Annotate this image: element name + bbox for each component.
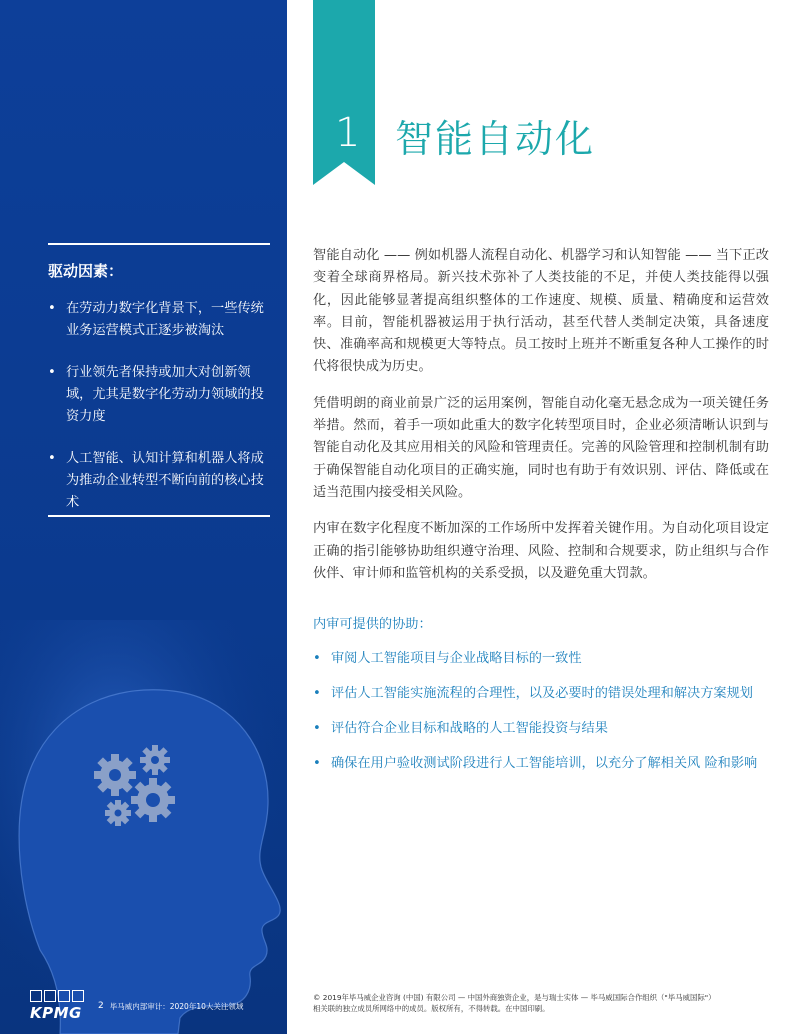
support-list (313, 648, 769, 775)
sidebar-panel (0, 0, 287, 1034)
head-with-gears-icon (0, 620, 287, 1034)
footer-left (30, 990, 243, 1022)
sidebar-heading: 驱动因素： (48, 262, 124, 280)
sidebar-list-item: • 行业领先者保持或加大对创新领域，尤其是数字化劳动力领域的投资力度 (48, 362, 273, 428)
sidebar-list (48, 298, 273, 534)
document-title: 毕马威内部审计：2020年10大关注领域 (109, 1001, 244, 1011)
support-list-item: • 评估人工智能实施流程的合理性，以及必要时的错误处理和解决方案规划 (313, 683, 769, 705)
body-paragraph: 凭借明朗的商业前景广泛的运用案例，智能自动化毫无悬念成为一项关键任务举措。然而，着手一项如此重大的数字化转型项目时，企业必须清晰认识到与智能自动化及其应用相关的风险和管理责任。完善的风险管理和控制机制有助于确保智能自动化项目的正确实施，同时也有助于有效识别、评估、降低或在适当范围内接受相关风险。 (313, 395, 769, 500)
chapter-bookmark (313, 0, 375, 185)
support-list-item: • 评估符合企业目标和战略的人工智能投资与结果 (313, 718, 769, 740)
kpmg-logo (30, 990, 84, 1022)
chapter-number: 1 (335, 110, 361, 156)
sidebar-top-divider (48, 243, 270, 245)
bullet-icon: • (48, 301, 56, 316)
bullet-icon: • (313, 756, 321, 772)
support-heading: 内审可提供的协助： (313, 617, 432, 633)
support-list-item: • 确保在用户验收测试阶段进行人工智能培训，以充分了解相关风 险和影响 (313, 753, 769, 775)
bullet-icon: • (313, 651, 321, 667)
bullet-icon: • (48, 451, 56, 466)
bullet-icon: • (313, 686, 321, 702)
bullet-icon: • (48, 365, 56, 380)
kpmg-logo-text: KPMG (30, 1004, 82, 1022)
support-list-item: • 审阅人工智能项目与企业战略目标的一致性 (313, 648, 769, 670)
sidebar-list-item: • 人工智能、认知计算和机器人将成为推动企业转型不断向前的核心技术 (48, 448, 273, 514)
chapter-title: 智能自动化 (395, 117, 596, 161)
page-number: 2 (98, 1001, 104, 1011)
body-paragraph: 内审在数字化程度不断加深的工作场所中发挥着关键作用。为自动化项目设定正确的指引能够协助组织遵守治理、风险、控制和合规要求，防止组织与合作伙伴、审计师和监管机构的关系受损，以及避免重大罚款。 (313, 521, 769, 581)
copyright-notice: © 2019年毕马威企业咨询 (中国) 有限公司 — 中国外商独资企业，是与瑞士实体 — 毕马威国际合作组织（"毕马威国际"） 相关联的独立成员所网络中的成员。版权所有，不得转载。在中国印刷。 (313, 993, 716, 1013)
main-content (313, 245, 769, 788)
sidebar-bottom-divider (48, 515, 270, 517)
sidebar-list-item: • 在劳动力数字化背景下，一些传统业务运营模式正逐步被淘汰 (48, 298, 273, 342)
bullet-icon: • (313, 721, 321, 737)
body-paragraph: 智能自动化 —— 例如机器人流程自动化、机器学习和认知智能 —— 当下正改变着全球商界格局。新兴技术弥补了人类技能的不足，并使人类技能得以强化，因此能够显著提高组织整体的工作速度、规模、质量、精确度和运营效率。目前，智能机器被运用于执行活动，甚至代替人类制定决策，具备速度快、准确率高和规模更大等特点。员工按时上班并不断重复各种人工操作的时 代将很快成为历史。 (313, 248, 769, 375)
